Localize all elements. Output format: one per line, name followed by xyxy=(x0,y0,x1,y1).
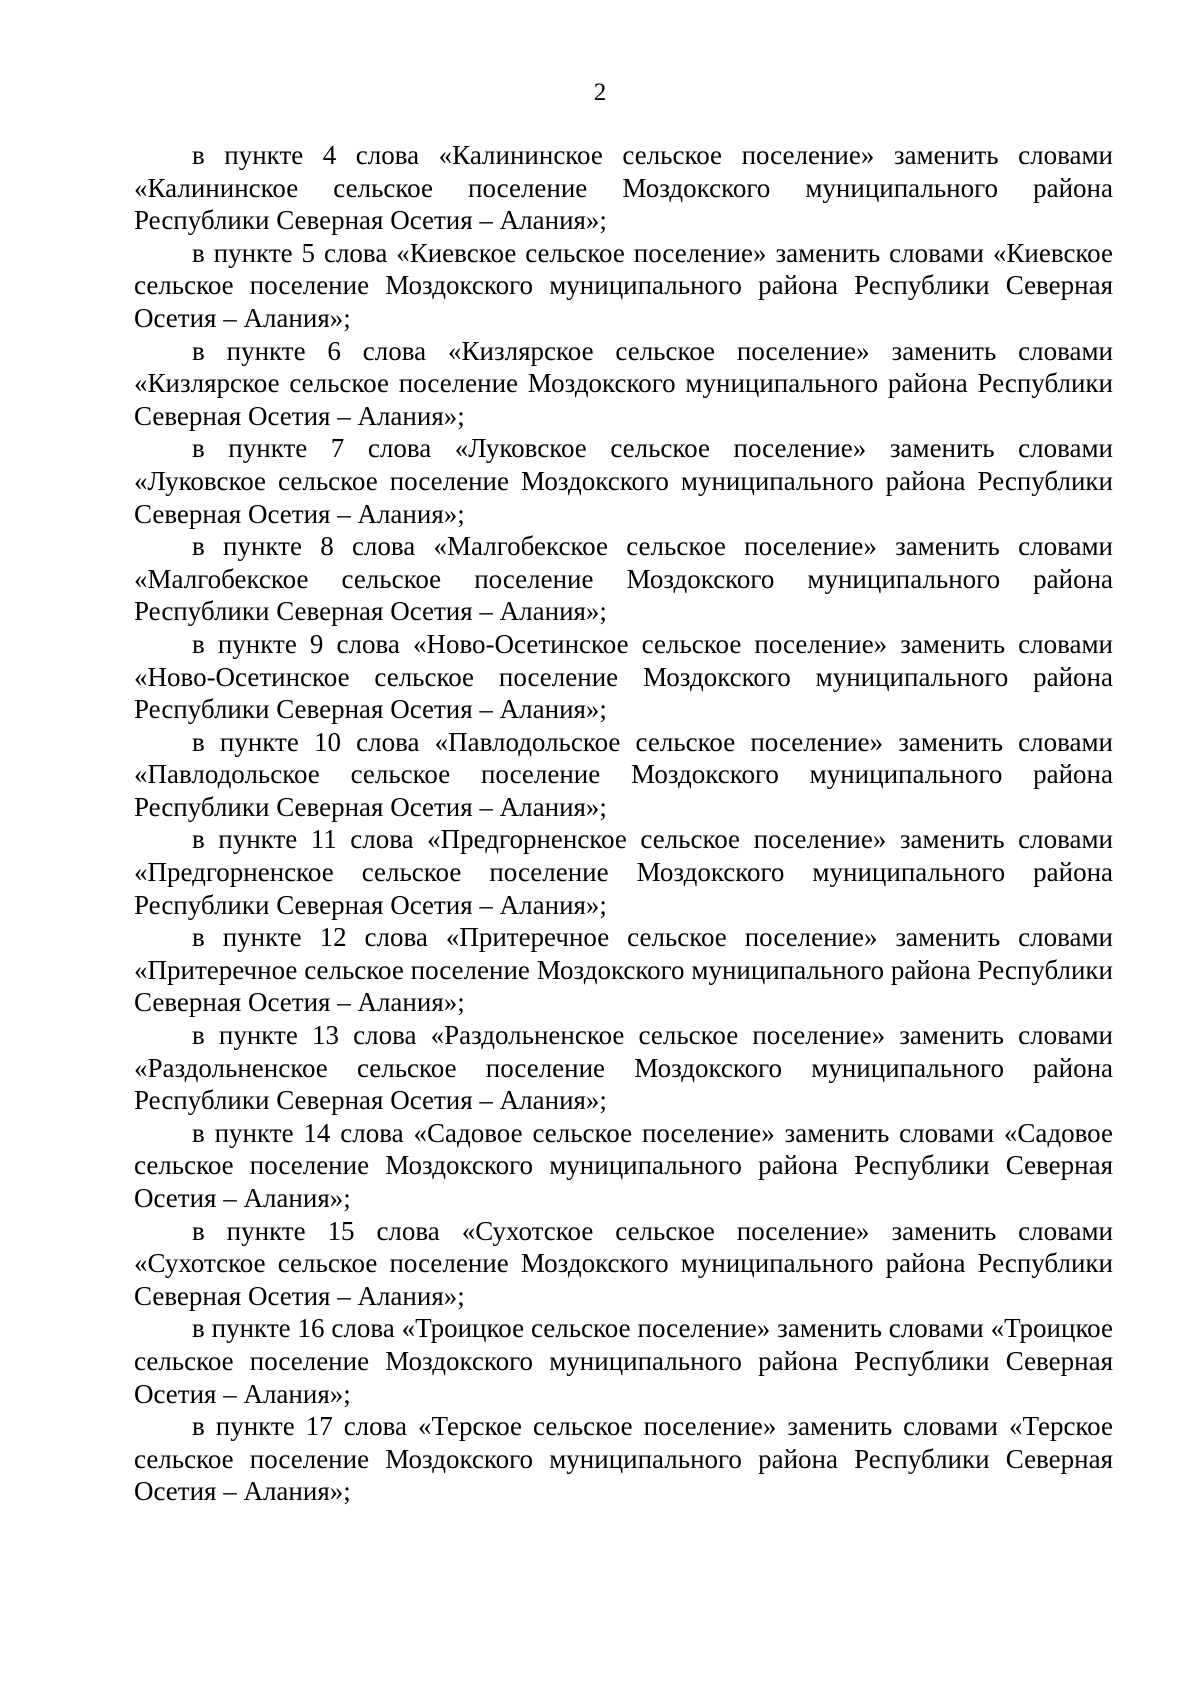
paragraph-item-7: в пункте 7 слова «Луковское сельское поселение» заменить словами «Луковское сельское поселение Моздокского муниципального района Республики Северная Осетия – Алания»; xyxy=(134,433,1113,529)
paragraph-item-12: в пункте 12 слова «Притеречное сельское поселение» заменить словами «Притеречное сельское поселение Моздокского муниципального района Республики Северная Осетия – Алания»; xyxy=(134,922,1113,1018)
paragraph-item-15: в пункте 15 слова «Сухотское сельское поселение» заменить словами «Сухотское сельское поселение Моздокского муниципального района Республики Северная Осетия – Алания»; xyxy=(134,1215,1113,1311)
paragraph-item-16: в пункте 16 слова «Троицкое сельское поселение» заменить словами «Троицкое сельское поселение Моздокского муниципального района Республики Северная Осетия – Алания»; xyxy=(134,1313,1113,1409)
paragraph-item-6: в пункте 6 слова «Кизлярское сельское поселение» заменить словами «Кизлярское сельское поселение Моздокского муниципального района Республики Северная Осетия – Алания»; xyxy=(134,335,1113,431)
paragraph-item-9: в пункте 9 слова «Ново-Осетинское сельское поселение» заменить словами «Ново-Осетинское сельское поселение Моздокского муниципального района Республики Северная Осетия – Алания»; xyxy=(134,628,1113,725)
document-body xyxy=(134,139,1113,1508)
paragraph-item-10: в пункте 10 слова «Павлодольское сельское поселение» заменить словами «Павлодольское сельское поселение Моздокского муниципального района Республики Северная Осетия – Алания»; xyxy=(134,726,1113,822)
paragraph-item-5: в пункте 5 слова «Киевское сельское поселение» заменить словами «Киевское сельское поселение Моздокского муниципального района Республики Северная Осетия – Алания»; xyxy=(134,237,1113,333)
paragraph-item-4: в пункте 4 слова «Калининское сельское поселение» заменить словами «Калининское сельское поселение Моздокского муниципального района Республики Северная Осетия – Алания»; xyxy=(134,140,1113,236)
paragraph-item-14: в пункте 14 слова «Садовое сельское поселение» заменить словами «Садовое сельское поселение Моздокского муниципального района Республики Северная Осетия – Алания»; xyxy=(134,1117,1113,1213)
paragraph-item-11: в пункте 11 слова «Предгорненское сельское поселение» заменить словами «Предгорненское сельское поселение Моздокского муниципального района Республики Северная Осетия – Алания»; xyxy=(134,824,1113,920)
paragraph-item-17: в пункте 17 слова «Терское сельское поселение» заменить словами «Терское сельское поселение Моздокского муниципального района Республики Северная Осетия – Алания»; xyxy=(134,1411,1113,1507)
paragraph-item-8: в пункте 8 слова «Малгобекское сельское поселение» заменить словами «Малгобекское сельское поселение Моздокского муниципального района Республики Северная Осетия – Алания»; xyxy=(134,531,1113,627)
paragraph-item-13: в пункте 13 слова «Раздольненское сельское поселение» заменить словами «Раздольненское сельское поселение Моздокского муниципального района Республики Северная Осетия – Алания»; xyxy=(134,1020,1113,1116)
page-number: 2 xyxy=(593,79,607,106)
